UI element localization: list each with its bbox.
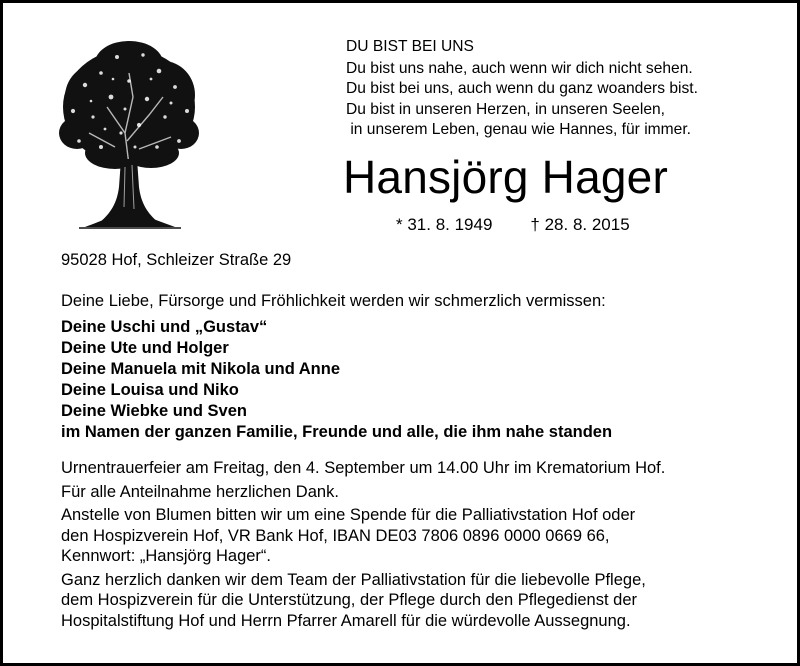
death-date: † 28. 8. 2015 [530,215,630,234]
family-member: Deine Ute und Holger [61,339,229,357]
family-member: Deine Louisa und Niko [61,381,239,399]
poem-heading: DU BIST BEI UNS [346,38,474,55]
thanks-notice: Für alle Anteilnahme herzlichen Dank. [61,482,339,501]
deceased-name: Hansjörg Hager [343,151,668,203]
notices [61,458,761,634]
donation-line: den Hospizverein Hof, VR Bank Hof, IBAN DE03 7806 0896 0000 0669 66, [61,526,610,545]
family-member: Deine Manuela mit Nikola und Anne [61,360,341,378]
poem-line: in unserem Leben, genau wie Hannes, für immer. [346,121,691,138]
gratitude-notice [61,570,761,632]
poem [346,37,766,141]
poem-line: Du bist uns nahe, auch wenn wir dich nicht sehen. [346,59,693,77]
gratitude-line: dem Hospizverein für die Unterstützung, der Pflege durch den Pflegedienst der [61,591,637,609]
life-dates [396,215,630,235]
ceremony-notice: Urnentrauerfeier am Freitag, den 4. September um 14.00 Uhr im Krematorium Hof. [61,459,666,477]
donation-line: Anstelle von Blumen bitten wir um eine Spende für die Palliativstation Hof oder [61,506,636,524]
poem-line: Du bist in unseren Herzen, in unseren Seelen, [346,100,665,118]
family-member: Deine Wiebke und Sven [61,402,247,420]
family-list [61,317,612,443]
poem-line: Du bist bei uns, auch wenn du ganz woanders bist. [346,80,698,97]
donation-notice [61,505,761,567]
birth-date: * 31. 8. 1949 [396,215,493,234]
intro-text: Deine Liebe, Fürsorge und Fröhlichkeit werden wir schmerzlich vermissen: [61,292,606,310]
gratitude-line: Ganz herzlich danken wir dem Team der Palliativstation für die liebevolle Pflege, [61,570,646,589]
gratitude-line: Hospitalstiftung Hof und Herrn Pfarrer Amarell für die würdevolle Aussegnung. [61,611,631,630]
address: 95028 Hof, Schleizer Straße 29 [61,251,292,269]
donation-line: Kennwort: „Hansjörg Hager“. [61,547,272,565]
family-closing: im Namen der ganzen Familie, Freunde und alle, die ihm nahe standen [61,423,613,441]
family-member: Deine Uschi und „Gustav“ [61,318,268,336]
tree-icon [55,37,203,233]
